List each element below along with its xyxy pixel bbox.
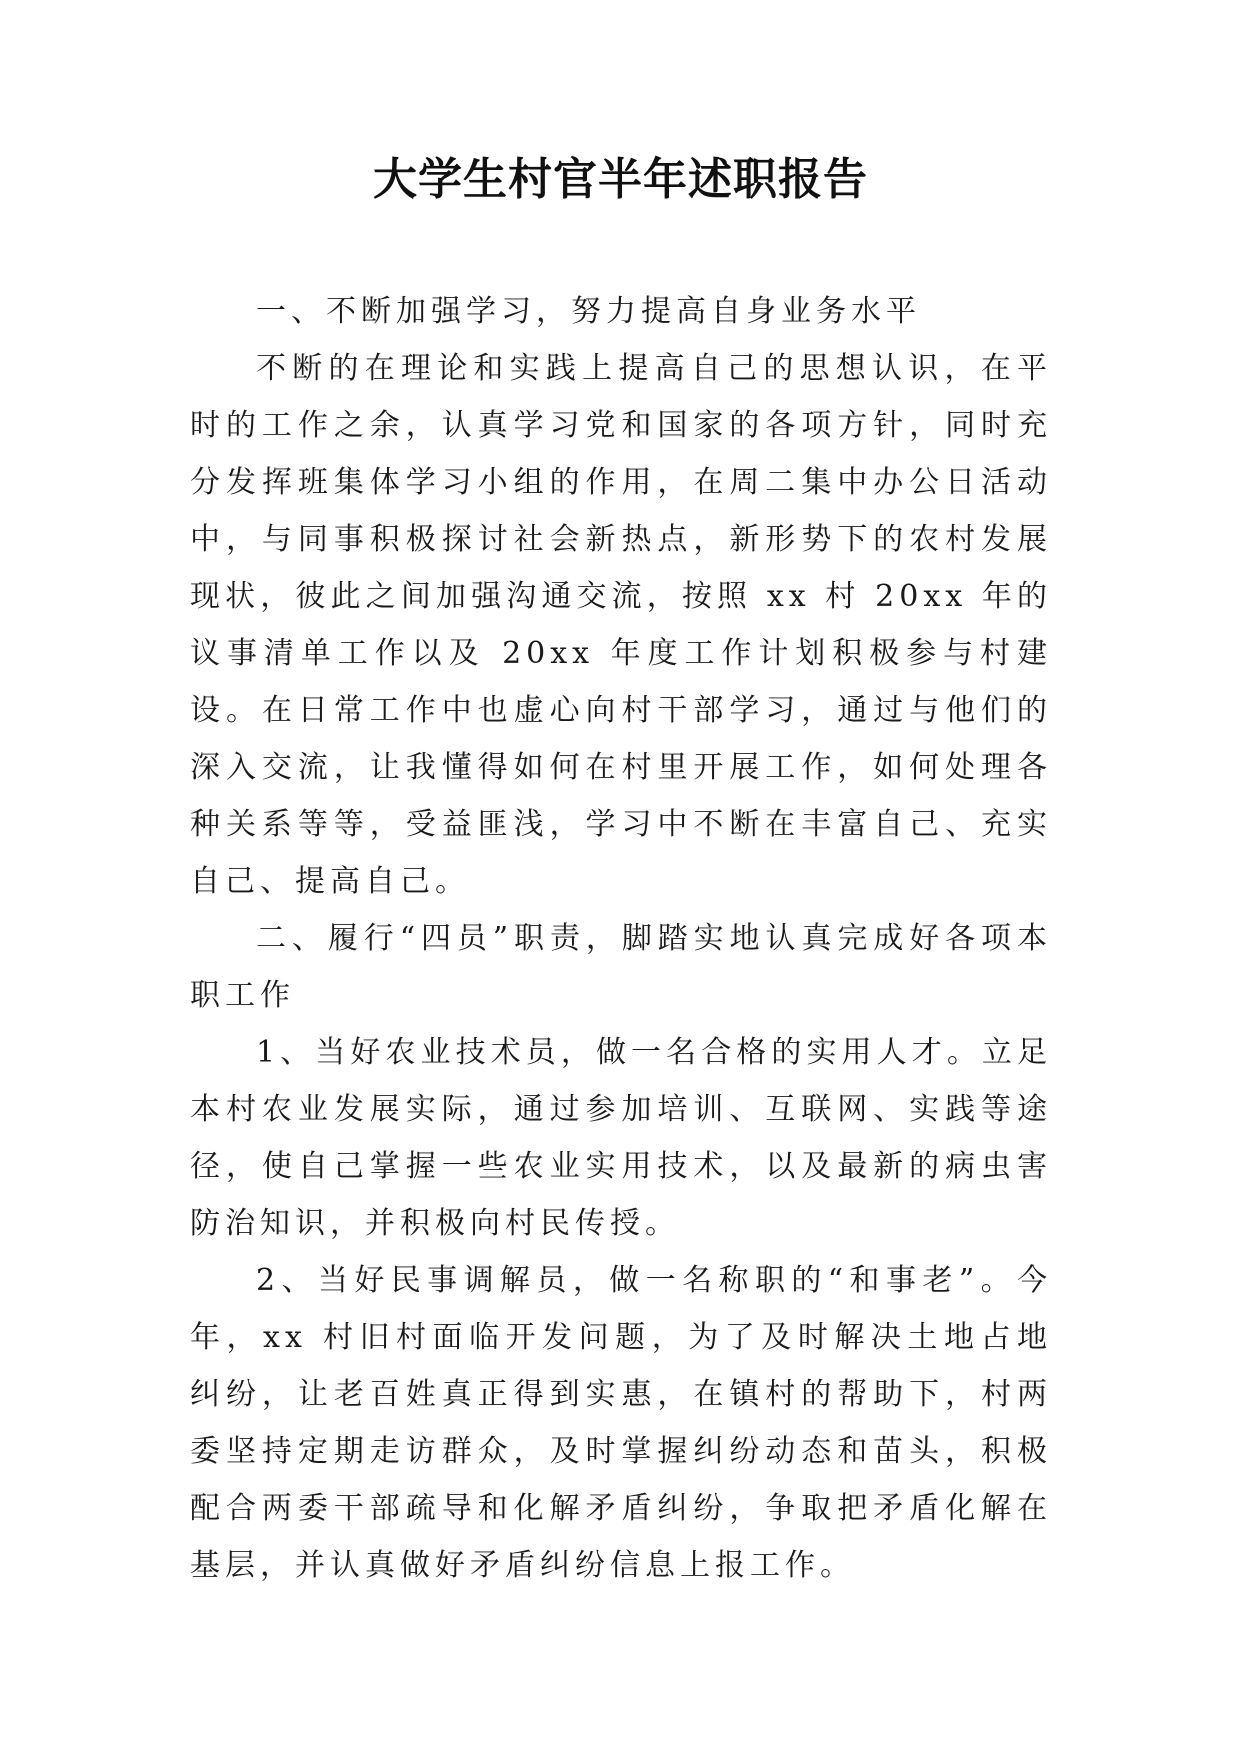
section-heading-2: 二、履行“四员”职责，脚踏实地认真完成好各项本职工作 [190, 921, 1052, 1013]
paragraph-study: 不断的在理论和实践上提高自己的思想认识，在平时的工作之余，认真学习党和国家的各项方针，同时充分发挥班集体学习小组的作用，在周二集中办公日活动中，与同事积极探讨社会新热点，新形势下的农村发展现状，彼此之间加强沟通交流，按照 xx 村 20xx 年的议事清单工作以及 20xx 年度工作计划积极参与村建设。在日常工作中也虚心向村干部学习，通过与他们的深入交流，让我懂得如何在村里开展工作，如何处理各种关系等等，受益匪浅，学习中不断在丰富自己、充实自己、提高自己。 [190, 351, 1052, 899]
document-body [190, 283, 1052, 1594]
paragraph-mediator: 2、当好民事调解员，做一名称职的“和事老”。今年，xx 村旧村面临开发问题，为了及时解决土地占地纠纷，让老百姓真正得到实惠，在镇村的帮助下，村两委坚持定期走访群众，及时掌握纠纷动态和苗头，积极配合两委干部疏导和化解矛盾纠纷，争取把矛盾化解在基层，并认真做好矛盾纠纷信息上报工作。 [190, 1263, 1052, 1583]
paragraph-agri-technician: 1、当好农业技术员，做一名合格的实用人才。立足本村农业发展实际，通过参加培训、互联网、实践等途径，使自己掌握一些农业实用技术，以及最新的病虫害防治知识，并积极向村民传授。 [190, 1035, 1052, 1241]
document-title: 大学生村官半年述职报告 [373, 154, 868, 205]
section-heading-1: 一、不断加强学习，努力提高自身业务水平 [256, 294, 921, 329]
